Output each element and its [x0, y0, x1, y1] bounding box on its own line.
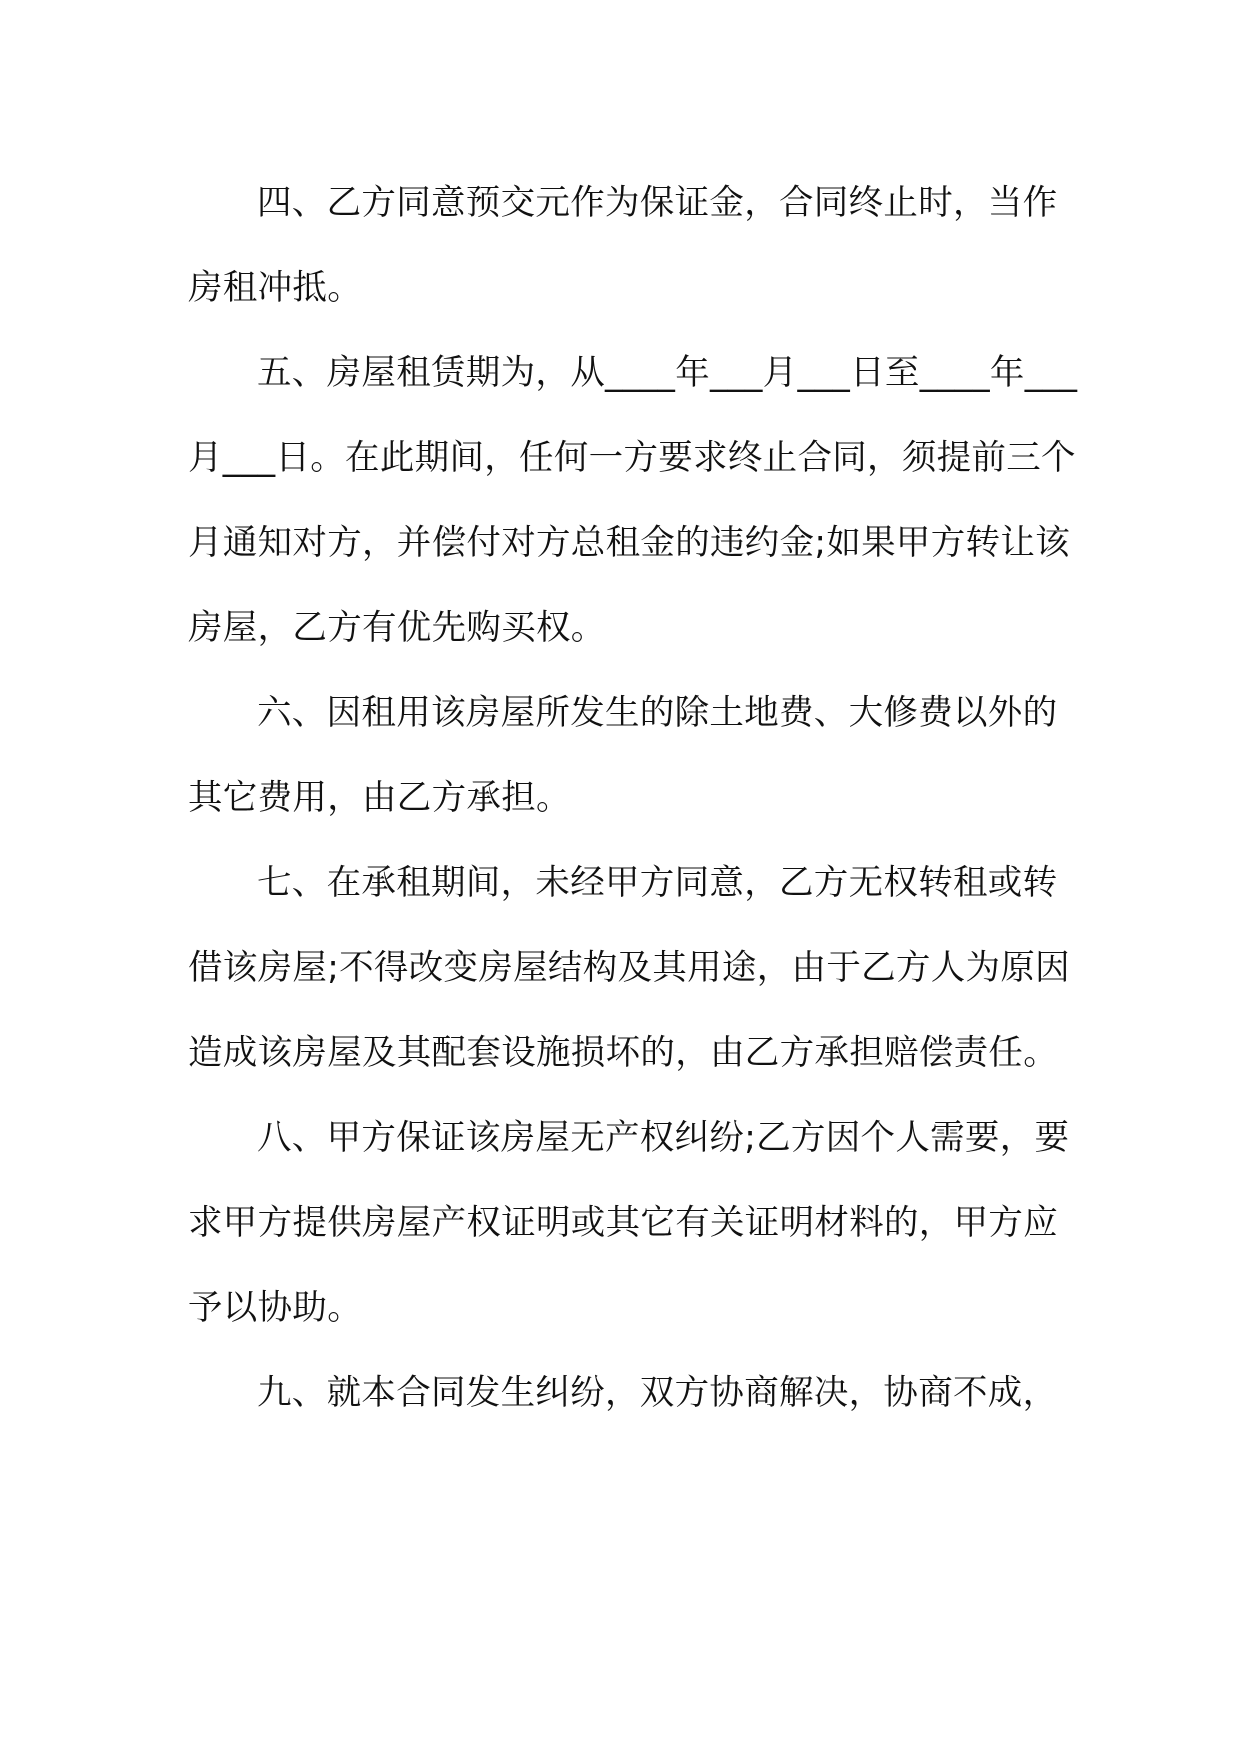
clause-8-line-1: 八、甲方保证该房屋无产权纠纷;乙方因个人需要，要 — [257, 1118, 1070, 1158]
clause-5-line-3: 月通知对方，并偿付对方总租金的违约金;如果甲方转让该 — [188, 523, 1070, 563]
clause-6-line-2: 其它费用，由乙方承担。 — [188, 778, 571, 818]
clause-4-line-1: 四、乙方同意预交元作为保证金，合同终止时，当作 — [257, 183, 1058, 223]
clause-4-line-2: 房租冲抵。 — [188, 268, 362, 308]
clause-7-line-3: 造成该房屋及其配套设施损坏的，由乙方承担赔偿责任。 — [188, 1033, 1058, 1073]
clause-8-line-2: 求甲方提供房屋产权证明或其它有关证明材料的，甲方应 — [188, 1203, 1058, 1243]
clause-7-line-2: 借该房屋;不得改变房屋结构及其用途，由于乙方人为原因 — [188, 948, 1070, 988]
clause-6-line-1: 六、因租用该房屋所发生的除土地费、大修费以外的 — [257, 693, 1058, 733]
clause-9-line-1: 九、就本合同发生纠纷，双方协商解决，协商不成， — [257, 1373, 1058, 1413]
clause-8-line-3: 予以协助。 — [188, 1288, 362, 1328]
clause-5-line-4: 房屋，乙方有优先购买权。 — [188, 608, 606, 648]
clause-7-line-1: 七、在承租期间，未经甲方同意，乙方无权转租或转 — [257, 863, 1058, 903]
clause-5-line-1: 五、房屋租赁期为，从____年___月___日至____年___ — [257, 353, 1078, 393]
clause-5-line-2: 月___日。在此期间，任何一方要求终止合同，须提前三个 — [188, 438, 1076, 478]
